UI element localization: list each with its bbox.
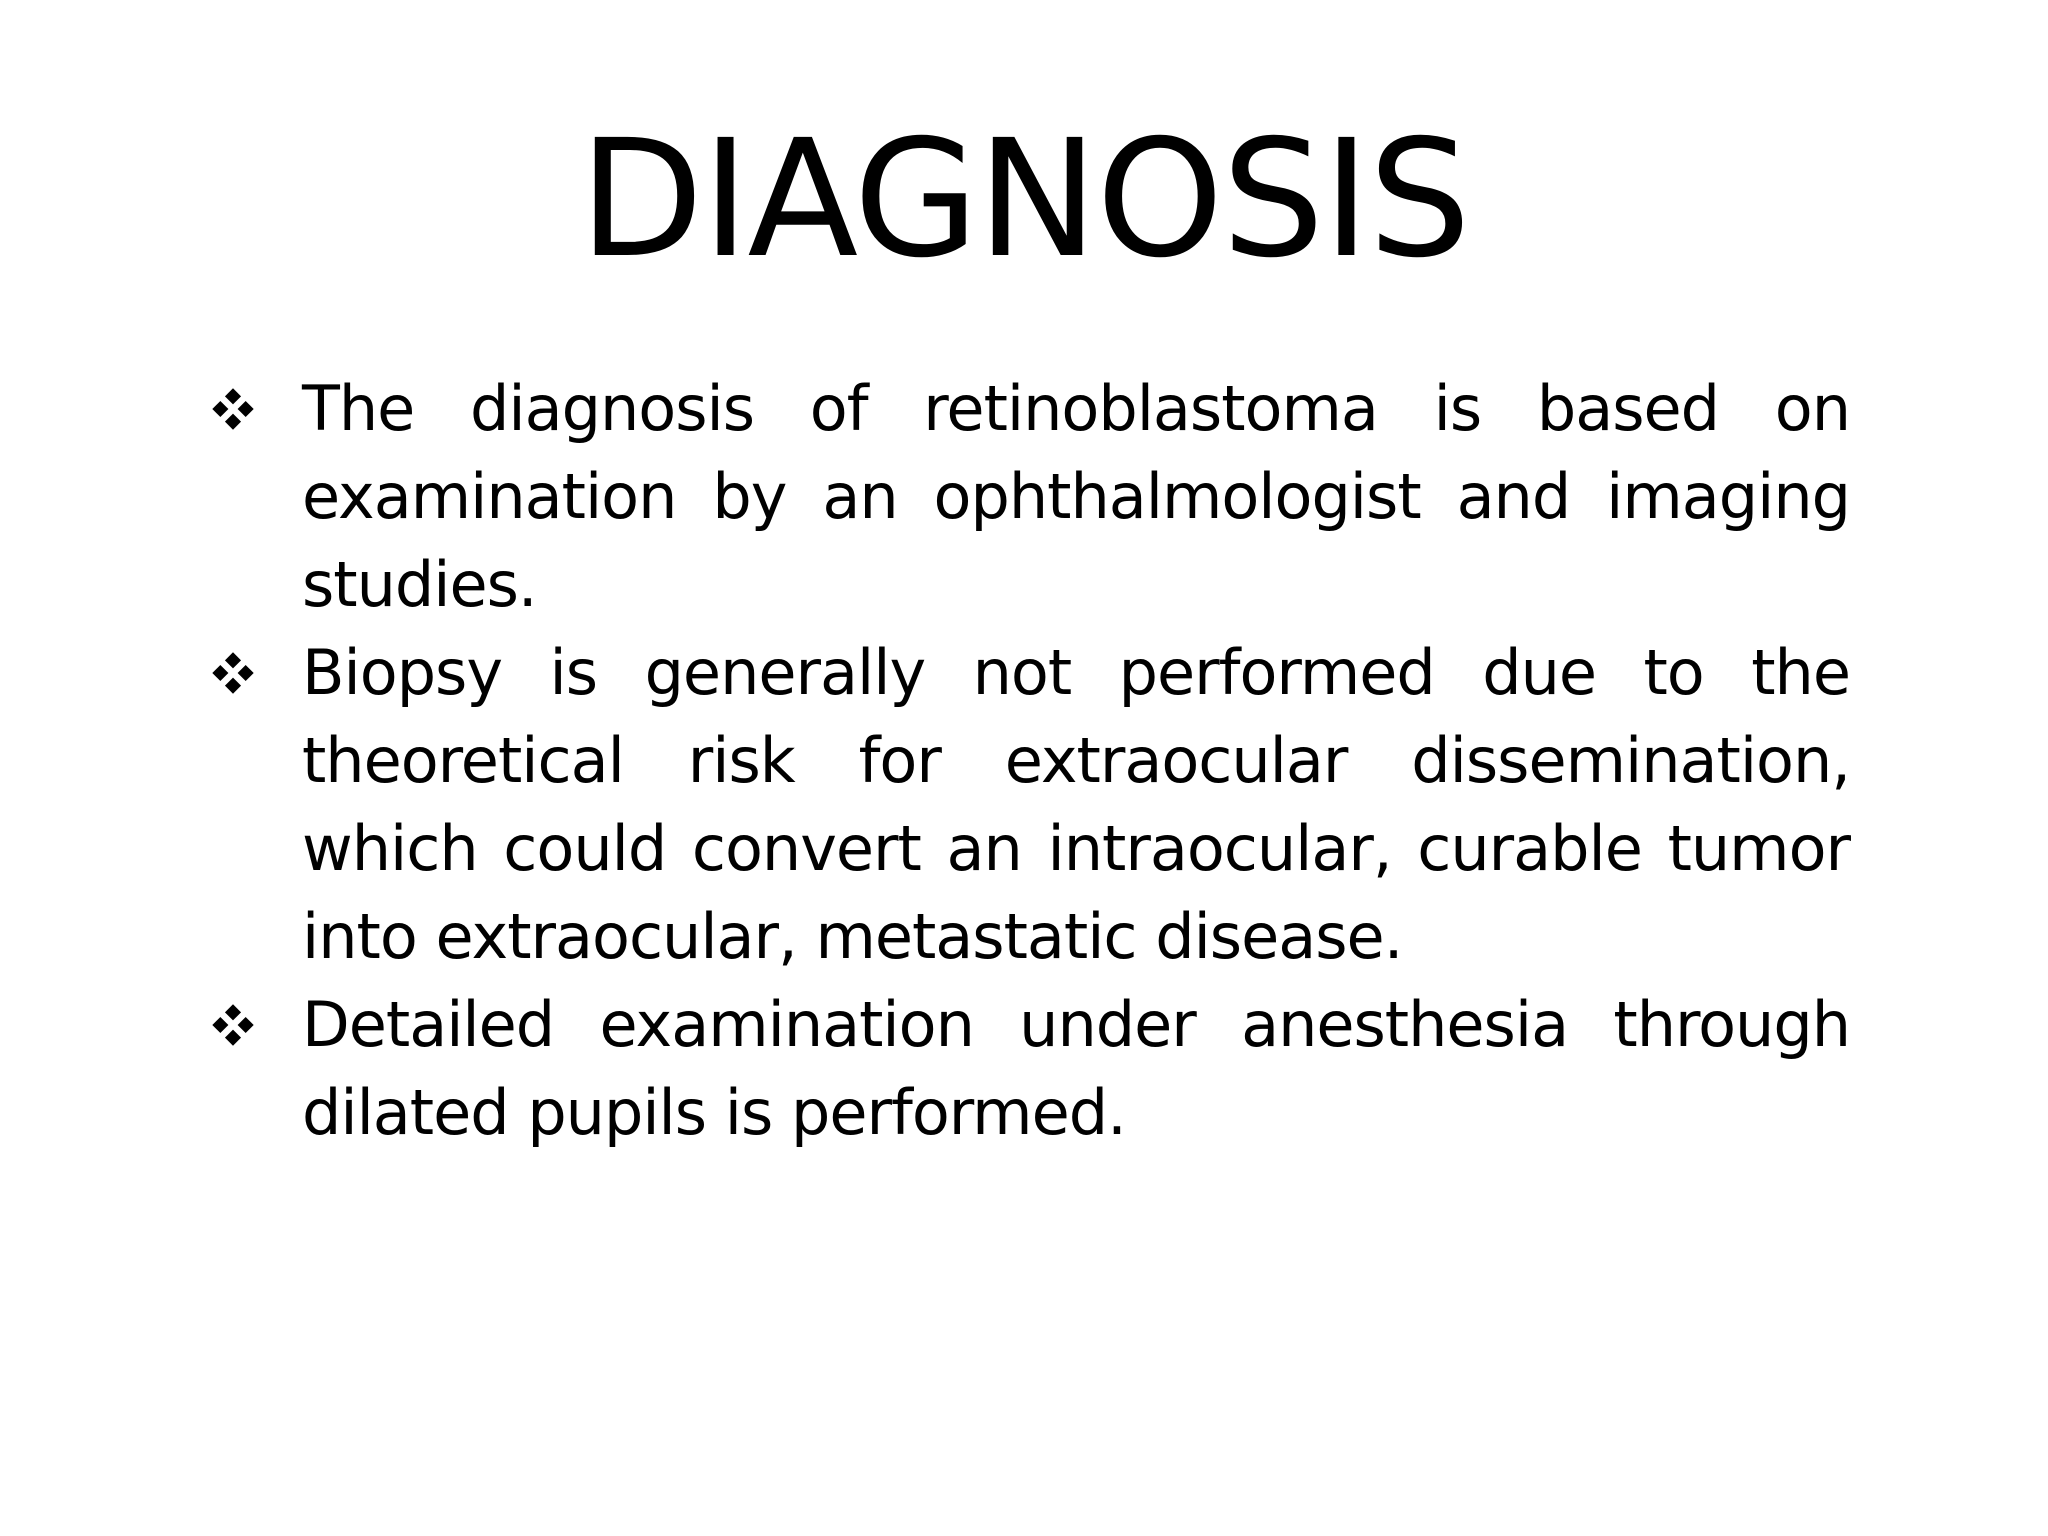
- bullet-item: [210, 629, 1850, 981]
- slide-title: DIAGNOSIS: [578, 106, 1470, 294]
- four-diamond-bullet-icon: [210, 629, 302, 717]
- bullet-text: Detailed examination under anesthesia through dilated pupils is performed.: [302, 988, 1850, 1149]
- bullet-text: The diagnosis of retinoblastoma is based on examination by an ophthalmologist and imaging studies.: [302, 372, 1850, 621]
- bullet-text: Biopsy is generally not performed due to the theoretical risk for extraocular dissemination, which could convert an intraocular, curable tumor into extraocular, metastatic disease.: [302, 636, 1850, 973]
- four-diamond-bullet-icon: [210, 981, 302, 1069]
- bullet-item: [210, 365, 1850, 629]
- bullet-item: [210, 981, 1850, 1157]
- bullet-list: [210, 365, 1850, 1157]
- four-diamond-bullet-icon: [210, 365, 302, 453]
